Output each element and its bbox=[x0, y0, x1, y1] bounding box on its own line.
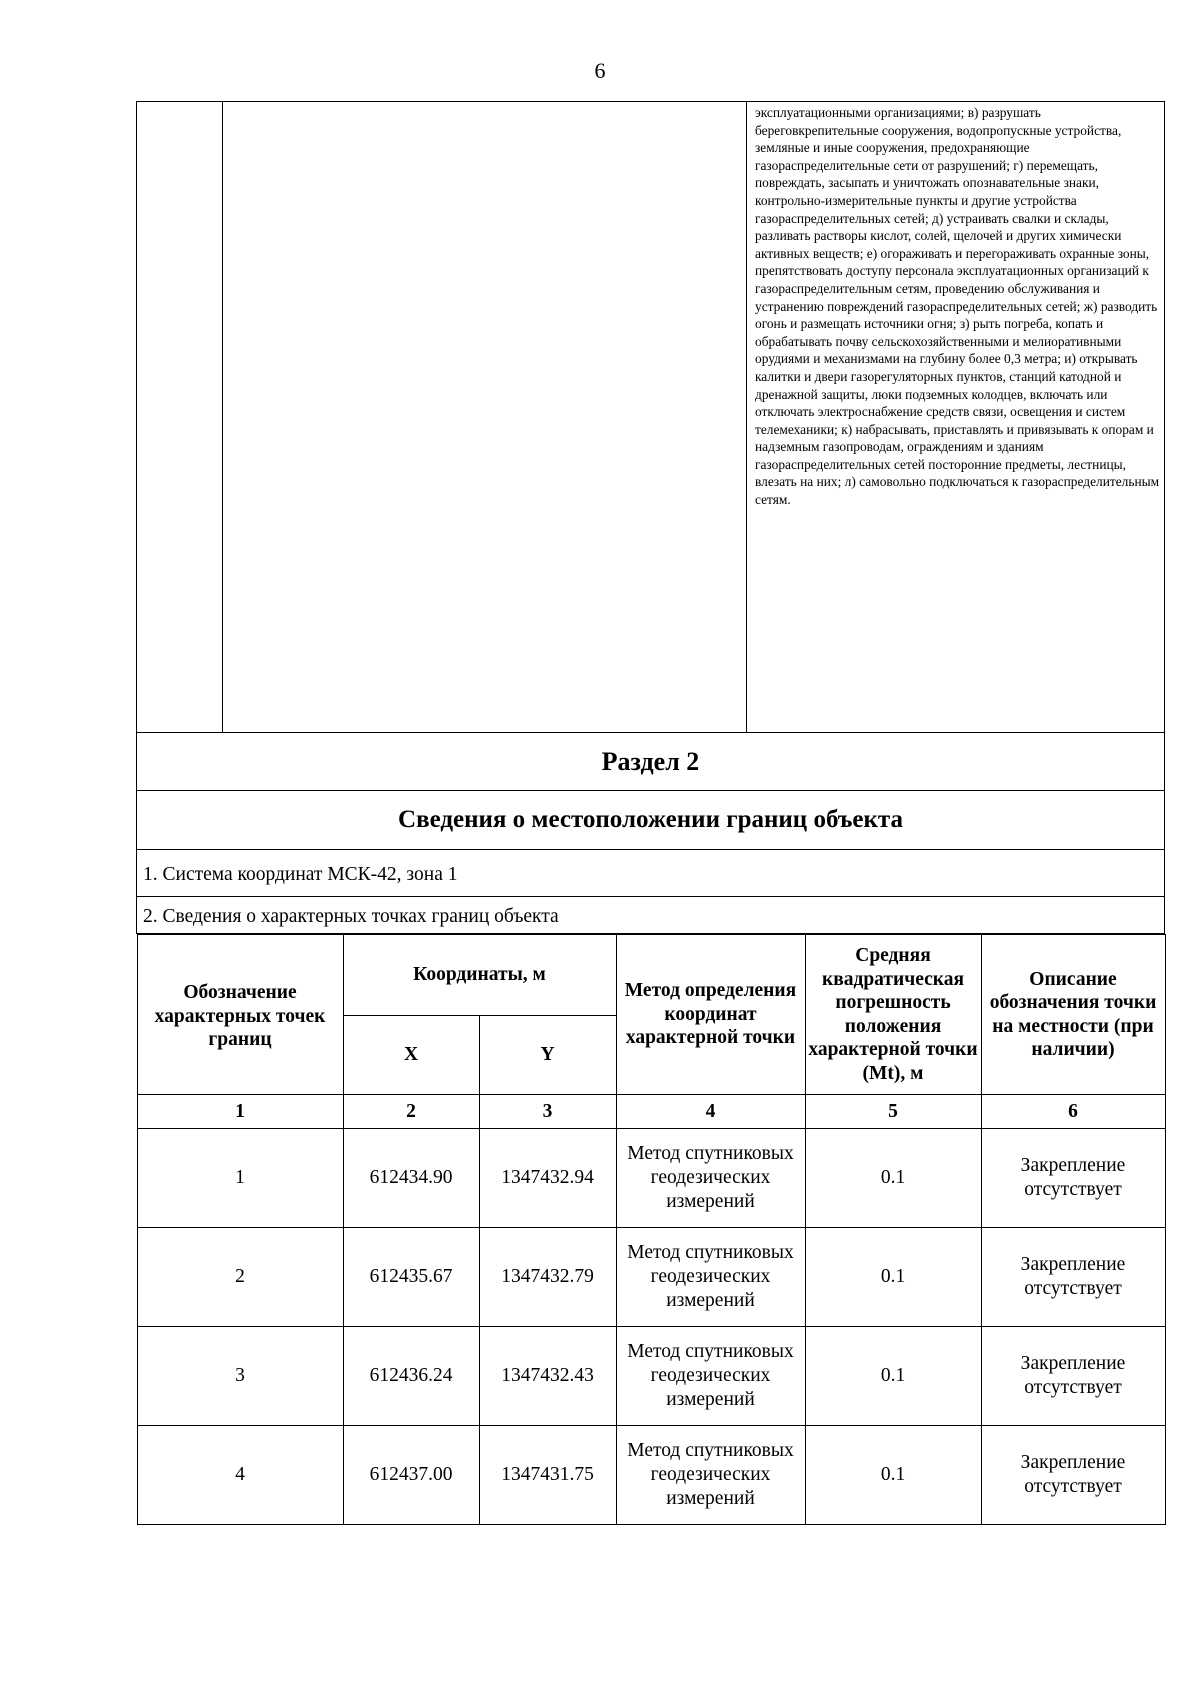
x-cell: 612436.24 bbox=[343, 1327, 479, 1426]
description-cell: Закрепление отсутствует bbox=[981, 1228, 1165, 1327]
empty-cell-description bbox=[223, 102, 747, 733]
header-point: Обозначение характерных точек границ bbox=[137, 935, 343, 1095]
method-cell: Метод спутниковых геодезических измерений bbox=[616, 1426, 805, 1525]
points-caption-line: 2. Сведения о характерных точках границ объекта bbox=[137, 897, 1165, 934]
description-cell: Закрепление отсутствует bbox=[981, 1327, 1165, 1426]
method-cell: Метод спутниковых геодезических измерений bbox=[616, 1129, 805, 1228]
description-cell: Закрепление отсутствует bbox=[981, 1426, 1165, 1525]
header-y: Y bbox=[479, 1016, 616, 1095]
method-cell: Метод спутниковых геодезических измерений bbox=[616, 1228, 805, 1327]
column-number: 5 bbox=[805, 1095, 981, 1129]
x-cell: 612437.00 bbox=[343, 1426, 479, 1525]
points-table-row bbox=[137, 934, 1165, 1526]
description-cell: Закрепление отсутствует bbox=[981, 1129, 1165, 1228]
y-cell: 1347431.75 bbox=[479, 1426, 616, 1525]
column-number: 2 bbox=[343, 1095, 479, 1129]
point-cell: 4 bbox=[137, 1426, 343, 1525]
table-row bbox=[137, 1426, 1165, 1525]
column-number: 4 bbox=[616, 1095, 805, 1129]
header-accuracy: Средняя квадратическая погрешность положения характерной точки (Mt), м bbox=[805, 935, 981, 1095]
accuracy-cell: 0.1 bbox=[805, 1129, 981, 1228]
x-cell: 612434.90 bbox=[343, 1129, 479, 1228]
point-cell: 2 bbox=[137, 1228, 343, 1327]
accuracy-cell: 0.1 bbox=[805, 1327, 981, 1426]
restrictions-cell bbox=[747, 102, 1165, 733]
column-number: 6 bbox=[981, 1095, 1165, 1129]
coord-system-row bbox=[137, 850, 1165, 897]
restrictions-text: эксплуатационными организациями; в) разрушать береговкрепительные сооружения, водопропускные устройства, земляные и иные сооружения, предохраняющие газораспределительные сети от разрушений; г) перемещать, повреждать, засыпать и уничтожать опознавательные знаки, контрольно-измерительные пункты и другие устройства газораспределительных сетей; д) устраивать свалки и склады, разливать растворы кислот, солей, щелочей и других химически активных веществ; е) огораживать и перегораживать охранные зоны, препятствовать доступу персонала эксплуатационных организаций к газораспределительным сетям, проведению обслуживания и устранению повреждений газораспределительных сетей; ж) разводить огонь и размещать источники огня; з) рыть погреба, копать и обрабатывать почву сельскохозяйственными и мелиоративными орудиями и механизмами на глубину более 0,3 метра; и) открывать калитки и двери газорегуляторных пунктов, станций катодной и дренажной защиты, люки подземных колодцев, включать или отключать электроснабжение средств связи, освещения и систем телемеханики; к) набрасывать, приставлять и привязывать к опорам и надземным газопроводам, ограждениям и зданиям газораспределительных сетей посторонние предметы, лестницы, влезать на них; л) самовольно подключаться к газораспределительным сетям. bbox=[755, 105, 1160, 508]
point-cell: 3 bbox=[137, 1327, 343, 1426]
header-method: Метод определения координат характерной точки bbox=[616, 935, 805, 1095]
point-cell: 1 bbox=[137, 1129, 343, 1228]
table-row bbox=[137, 1129, 1165, 1228]
accuracy-cell: 0.1 bbox=[805, 1228, 981, 1327]
accuracy-cell: 0.1 bbox=[805, 1426, 981, 1525]
points-caption-row bbox=[137, 897, 1165, 934]
x-cell: 612435.67 bbox=[343, 1228, 479, 1327]
header-x: X bbox=[343, 1016, 479, 1095]
points-table-wrap bbox=[137, 934, 1165, 1526]
section-subtitle-row bbox=[137, 791, 1165, 850]
table-row bbox=[137, 1228, 1165, 1327]
table-row bbox=[137, 1327, 1165, 1426]
column-number: 3 bbox=[479, 1095, 616, 1129]
header-row-top bbox=[137, 935, 1165, 1016]
section-title: Раздел 2 bbox=[137, 733, 1165, 791]
document-frame bbox=[136, 101, 1165, 1525]
y-cell: 1347432.79 bbox=[479, 1228, 616, 1327]
header-coords: Координаты, м bbox=[343, 935, 616, 1016]
page-number: 6 bbox=[594, 58, 606, 83]
restrictions-row bbox=[137, 102, 1165, 733]
header-description: Описание обозначения точки на местности (при наличии) bbox=[981, 935, 1165, 1095]
coord-system-line: 1. Система координат МСК-42, зона 1 bbox=[137, 850, 1165, 897]
empty-cell-number bbox=[137, 102, 223, 733]
section-subtitle: Сведения о местоположении границ объекта bbox=[137, 791, 1165, 850]
column-number-row bbox=[137, 1095, 1165, 1129]
column-number: 1 bbox=[137, 1095, 343, 1129]
section-title-row bbox=[137, 733, 1165, 791]
points-table bbox=[137, 934, 1166, 1525]
y-cell: 1347432.43 bbox=[479, 1327, 616, 1426]
y-cell: 1347432.94 bbox=[479, 1129, 616, 1228]
method-cell: Метод спутниковых геодезических измерений bbox=[616, 1327, 805, 1426]
